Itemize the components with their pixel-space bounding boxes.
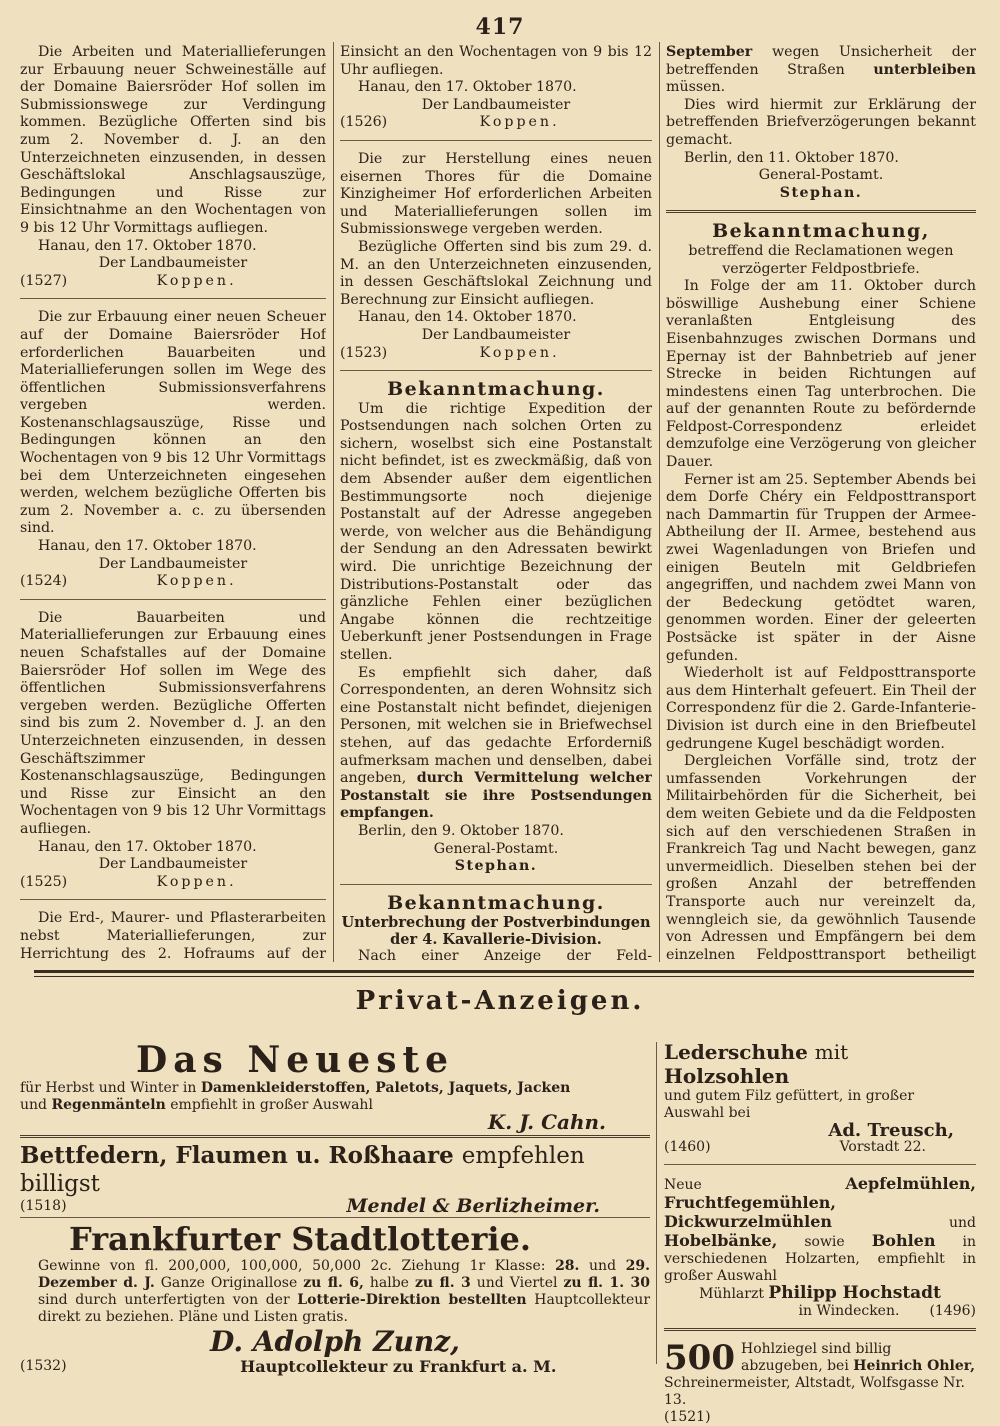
ad-signature: Mendel & Berlizheimer. bbox=[346, 1195, 600, 1217]
notice-thor bbox=[340, 151, 652, 362]
article-subtitle: betreffend die Reclamationen wegen verzögerter Feldpostbriefe. bbox=[688, 242, 954, 277]
ad-text: Neue Aepfelmühlen, Fruchtfegemühlen, Dickwurzelmühlen und Hobelbänke, sowie Bohlen in verschiedenen Holzarten, empfiehlt in großer Auswahl bbox=[664, 1174, 977, 1284]
notice-office: Der Landbaumeister bbox=[98, 856, 248, 873]
ad-headline: Das Neueste bbox=[135, 1039, 455, 1081]
divider bbox=[340, 370, 652, 371]
article-title: Bekanntmachung. bbox=[387, 378, 605, 401]
notice-scheuer bbox=[20, 309, 326, 591]
ad-text: für Herbst und Winter in Damenkleiderstoffen, Paletots, Jaquets, Jacken und Regenmänteln empfiehlt in großer Auswahl bbox=[20, 1080, 571, 1113]
ad-hochstadt bbox=[664, 1175, 976, 1320]
bekanntmachung-reclamationen bbox=[666, 220, 976, 964]
notice-hofraum bbox=[20, 910, 326, 964]
ad-ohler bbox=[664, 1338, 976, 1426]
divider bbox=[20, 599, 326, 600]
article-subtitle: Unterbrechung der Postverbindungen der 4. Kavallerie-Division. bbox=[341, 914, 651, 949]
ad-text: Gewinne von fl. 200,000, 100,000, 50,000 2c. Ziehung 1r Klasse: 28. und 29. Dezember d. J. Ganze Originallose zu fl. 6, halbe zu fl. 3 und Viertel zu fl. 1. 30 sind durch unterfertigten von der Lotterie-Direktion bestellten Hauptcollekteur direkt zu beziehen. Pläne und Listen gratis. bbox=[38, 1258, 651, 1325]
ad-signature-title: Hauptcollekteur zu Frankfurt a. M. bbox=[240, 1357, 557, 1376]
article-paragraph: September wegen Unsicherheit der betreffenden Straßen unterbleiben müssen. bbox=[666, 44, 976, 96]
notice-text: Die Erd-, Maurer- und Pflasterarbeiten nebst Materiallieferungen, zur Herrichtung des 2. Hofraums auf der bbox=[20, 910, 326, 962]
ad-number: (1460) bbox=[664, 1139, 711, 1155]
article-paragraph: In Folge der am 11. Oktober durch böswillige Aushebung einer Schiene veranlaßten Entgleisung des Eisenbahnzuges zwischen Dormans und Epernay ist der Bahnbetrieb auf jener Strecke in beiden Richtungen auf mindestens einen Tag unterbrochen. Die auf der genannten Route zu befördernde Feldpost-Correspondenz erleidet demzufolge eine Verzögerung von gleicher Dauer. bbox=[666, 278, 976, 471]
ad-signature: Ad. Treusch, bbox=[828, 1120, 954, 1141]
divider bbox=[666, 210, 976, 213]
notice-number: (1525) bbox=[20, 873, 68, 890]
notice-office: Der Landbaumeister bbox=[421, 326, 571, 343]
ad-text-2: Schreinermeister, Altstadt, Wolfsgasse Nr. 13. bbox=[664, 1375, 965, 1408]
column-divider bbox=[656, 1042, 657, 1364]
article-paragraph: Es empfiehlt sich daher, daß Correspondenten, an deren Wohnsitz sich eine Postanstalt nicht befindet, diejenigen Personen, mit welchen sie in Briefwechsel stehen, auf das gedachte Erforderniß aufmerksam machen und denselben, dabei angeben, durch Vermittelung welcher Postanstalt sie ihre Postsendungen empfangen. bbox=[340, 664, 652, 822]
column-2 bbox=[340, 44, 652, 964]
article-office: General-Postamt. bbox=[433, 840, 559, 857]
notice-number: (1523) bbox=[340, 344, 388, 361]
ad-signature: D. Adolph Zunz, bbox=[210, 1325, 460, 1358]
bekanntmachung-kavallerie-continued bbox=[666, 44, 976, 202]
ad-address: in Windecken. bbox=[798, 1303, 900, 1319]
ad-number: (1532) bbox=[20, 1358, 67, 1374]
article-paragraph: Ferner ist am 25. September Abends bei dem Dorfe Chéry ein Feldposttransport nach Dammartin für Truppen der Armee-Abtheilung der II. Armee, bestehend aus zwei Wagenladungen von Briefen und einigen Beuteln mit Geldbriefen angegriffen, und nachdem zwei Mann von der Bedeckung getödtet waren, genommen worden. Einer der geleerten Postsäcke ist später in der Aisne gefunden. bbox=[666, 471, 976, 664]
notice-text: Die Bauarbeiten und Materiallieferungen zur Erbauung eines neuen Schafstalles auf der Domaine Baiersröder Hof sollen im Wege des öffentlichen Submissionsverfahrens vergeben werden. Bezügliche Offerten sind bis zum 2. November d. J. an den Unterzeichneten einzusenden, in dessen Geschäftszimmer Kostenanschlagsauszüge, Bedingungen und Risse zur Einsicht an den Wochentagen von 9 bis 12 Uhr Vormittags aufliegen. bbox=[20, 609, 326, 837]
article-signature: Stephan. bbox=[779, 184, 863, 201]
ads-left-column bbox=[20, 1040, 650, 1375]
ad-number-large: 500 bbox=[664, 1338, 735, 1378]
article-signature: Stephan. bbox=[454, 858, 538, 875]
notice-date: Hanau, den 14. Oktober 1870. bbox=[358, 309, 577, 326]
notice-signature: Koppen. bbox=[156, 873, 237, 890]
ad-number: (1521) bbox=[664, 1409, 711, 1425]
notice-schafstall bbox=[20, 610, 326, 892]
notice-office: Der Landbaumeister bbox=[98, 255, 248, 272]
column-1 bbox=[20, 44, 326, 964]
article-date: Berlin, den 9. Oktober 1870. bbox=[358, 822, 564, 839]
notice-signature: Koppen. bbox=[156, 272, 237, 289]
divider bbox=[20, 1135, 650, 1138]
notice-number: (1526) bbox=[340, 114, 388, 131]
ad-stadtlotterie bbox=[20, 1220, 650, 1375]
notice-text: Die Arbeiten und Materiallieferungen zur Erbauung neuer Schweineställe auf der Domaine Baiersröder Hof sollen im Submissionswege zur Verdingung kommen. Bezügliche Offerten sind bis zum 2. November d. J. an den Unterzeichneten einzusenden, in dessen Geschäftslokal Anschlagsauszüge, Bedingungen und Risse zur Einsichtnahme an den Wochentagen von 9 bis 12 Uhr Vormittags aufliegen. bbox=[20, 44, 326, 236]
divider bbox=[20, 899, 326, 900]
article-title: Bekanntmachung. bbox=[387, 891, 605, 914]
ad-treusch bbox=[664, 1040, 976, 1156]
column-divider bbox=[659, 42, 660, 962]
notice-date: Hanau, den 17. Oktober 1870. bbox=[38, 237, 257, 254]
notice-text-2: Bezügliche Offerten sind bis zum 29. d. M. an den Unterzeichneten einzusenden, in dessen Geschäftslokal Zeichnung und Berechnung zur Einsicht aufliegen. bbox=[340, 238, 652, 308]
column-divider bbox=[333, 42, 334, 962]
article-date: Berlin, den 11. Oktober 1870. bbox=[684, 149, 899, 166]
ad-headline: Lederschuhe mit Holzsohlen bbox=[664, 1040, 849, 1088]
notice-signature: Koppen. bbox=[479, 344, 560, 361]
divider bbox=[664, 1328, 976, 1331]
notice-date: Hanau, den 17. Oktober 1870. bbox=[38, 838, 257, 855]
ad-signature: Heinrich Ohler, bbox=[853, 1358, 976, 1374]
ad-number: (1496) bbox=[929, 1303, 976, 1319]
bekanntmachung-adressen bbox=[340, 378, 652, 876]
article-paragraph: Dies wird hiermit zur Erklärung der betreffenden Briefverzögerungen bekannt gemacht. bbox=[666, 96, 976, 148]
notice-signature: Koppen. bbox=[156, 573, 237, 590]
page-number: 417 bbox=[475, 14, 525, 40]
ad-cahn bbox=[20, 1039, 650, 1134]
notice-number: (1524) bbox=[20, 573, 68, 590]
ad-address: Vorstadt 22. bbox=[839, 1139, 926, 1155]
divider bbox=[664, 1164, 976, 1165]
bekanntmachung-kavallerie bbox=[340, 891, 652, 964]
notice-text: Einsicht an den Wochentagen von 9 bis 12 Uhr aufliegen. bbox=[340, 44, 652, 78]
ads-right-column bbox=[664, 1040, 976, 1426]
ad-signature-prefix: Mühlarzt bbox=[699, 1286, 764, 1302]
article-office: General-Postamt. bbox=[758, 167, 884, 184]
article-paragraph: Nach einer Anzeige der Feld- bbox=[358, 948, 652, 964]
divider bbox=[20, 298, 326, 299]
ad-signature: K. J. Cahn. bbox=[487, 1110, 606, 1134]
notice-signature: Koppen. bbox=[479, 114, 560, 131]
ad-signature: Philipp Hochstadt bbox=[768, 1283, 941, 1303]
ad-bettfedern bbox=[20, 1142, 650, 1215]
notice-text: Die zur Herstellung eines neuen eisernen Thores für die Domaine Kinzigheimer Hof erforderlichen Arbeiten und Materiallieferungen sollen im Submissionswege vergeben werden. bbox=[340, 150, 652, 238]
ad-text: und gutem Filz gefüttert, in großer Auswahl bei bbox=[664, 1088, 915, 1121]
article-title: Bekanntmachung, bbox=[712, 220, 930, 243]
column-3 bbox=[666, 44, 976, 964]
notice-date: Hanau, den 17. Oktober 1870. bbox=[38, 538, 257, 555]
notice-text: Die zur Erbauung einer neuen Scheuer auf der Domaine Baiersröder Hof erforderlichen Bauarbeiten und Materiallieferungen sollen im Wege des öffentlichen Submissionsverfahrens vergeben werden. Kostenanschlagsauszüge, Risse und Bedingungen können an den Wochentagen von 9 bis 12 Uhr Vormittags bei dem Unterzeichneten eingesehen werden, welchem bezügliche Offerten bis zum 2. November a. c. zu übersenden sind. bbox=[20, 309, 326, 537]
divider bbox=[20, 1217, 650, 1218]
article-paragraph: Wiederholt ist auf Feldposttransporte aus dem Hinterhalt gefeuert. Ein Theil der Correspondenz für die 2. Garde-Infanterie-Division ist durch eine in den Briefbeutel gedrungene Kugel beschädigt worden. bbox=[666, 665, 976, 752]
article-paragraph: Dergleichen Vorfälle sind, trotz der umfassenden Vorkehrungen der Militairbehörden für die Sicherheit, bei dem weiten Gebiete und da die Feldposten sich auf den verschiedenen Straßen in Frankreich Tag und Nacht bewegen, ganz unvermeidlich. Dieselben stehen bei der großen Anzahl der betreffenden Transporte auch nur vereinzelt da, wenngleich sie, da gewöhnlich Tausende von Adressen und Empfängern bei dem einzelnen Feldposttransport betheiligt bbox=[666, 753, 976, 963]
notice-number: (1527) bbox=[20, 272, 68, 289]
ad-number: (1518) bbox=[20, 1198, 67, 1214]
notice-office: Der Landbaumeister bbox=[98, 555, 248, 572]
section-divider bbox=[34, 970, 974, 977]
notice-office: Der Landbaumeister bbox=[421, 96, 571, 113]
ad-headline: Bettfedern, Flaumen u. Roßhaare empfehlen billigst bbox=[20, 1142, 585, 1197]
ad-headline: Frankfurter Stadtlotterie. bbox=[69, 1220, 531, 1258]
divider bbox=[340, 884, 652, 885]
notice-hofraum-continued bbox=[340, 44, 652, 132]
notice-schweinestaelle bbox=[20, 44, 326, 290]
divider bbox=[340, 140, 652, 141]
article-paragraph: Um die richtige Expedition der Postsendungen nach solchen Orten zu sichern, woselbst sich eine Postanstalt nicht befindet, ist es zweckmäßig, daß von dem Absender außer dem eigentlichen Bestimmungsorte noch diejenige Postanstalt auf der Adresse angegeben werde, von welcher aus die Behändigung der Sendung an den Adressaten bewirkt wird. Die unrichtige Bezeichnung der Distributions-Postanstalt oder das gänzliche Fehlen einer bezüglichen Angabe können die rechtzeitige Ueberkunft jener Postsendungen in Frage stellen. bbox=[340, 400, 652, 663]
ad-text: Hohlziegel sind billig abzugeben, bei bbox=[740, 1341, 892, 1374]
private-ads-header: Privat-Anzeigen. bbox=[355, 986, 645, 1016]
notice-date: Hanau, den 17. Oktober 1870. bbox=[358, 79, 577, 96]
